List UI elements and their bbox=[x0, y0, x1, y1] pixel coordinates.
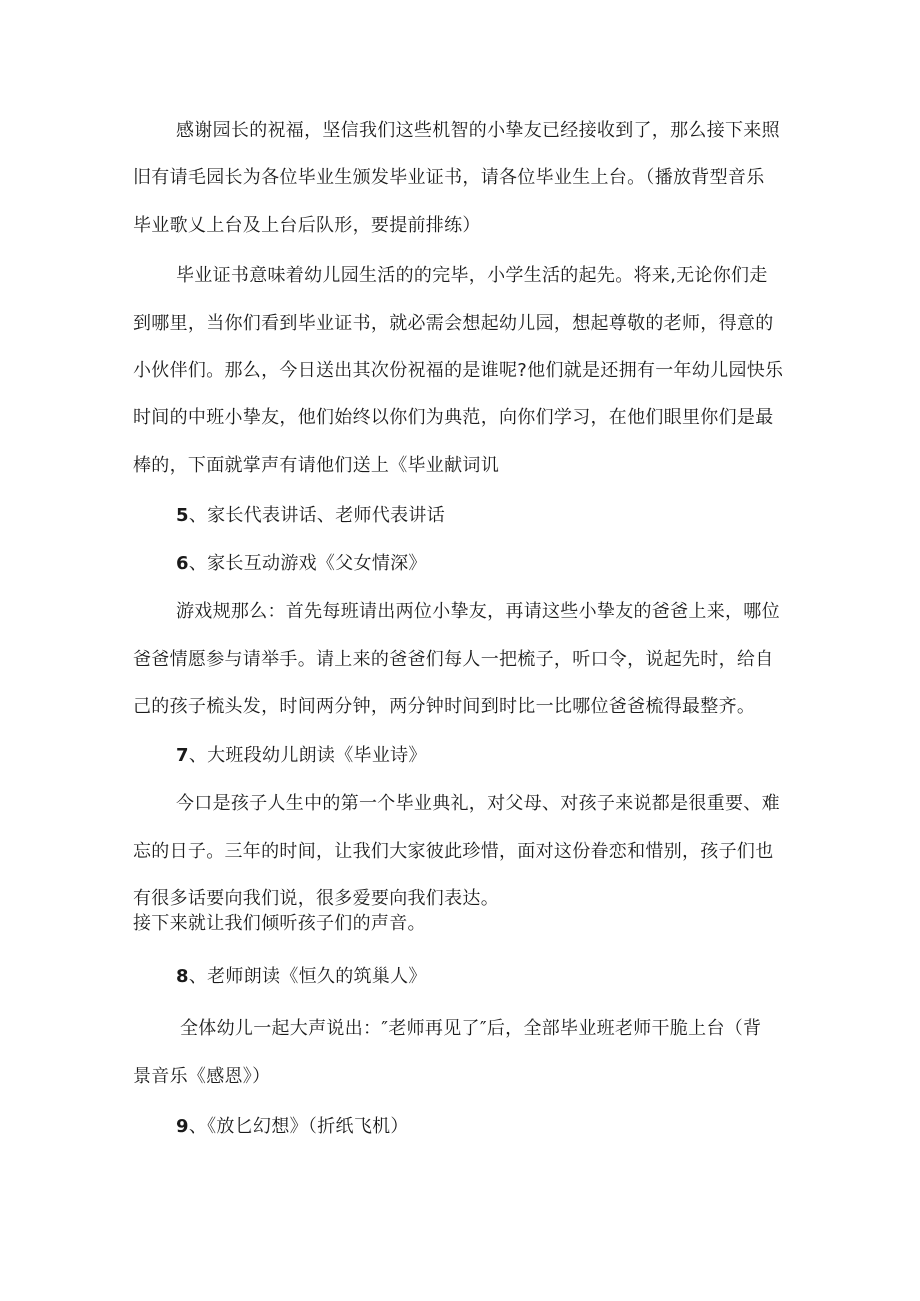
section-number: 6 bbox=[176, 553, 189, 574]
paragraph-line: 接下来就让我们倾听孩子们的声音。 bbox=[133, 913, 426, 934]
section-title: 、《放匕幻想》（折纸飞机） bbox=[188, 1116, 409, 1137]
section-heading-7 bbox=[176, 744, 427, 768]
paragraph-line: 己的孩子梳头发，时间两分钟，两分钟时间到时比一比哪位爸爸梳得最整齐。 bbox=[133, 696, 756, 717]
section-number: 5 bbox=[176, 505, 189, 526]
section-title: 、家长代表讲话、老师代表讲话 bbox=[188, 505, 446, 526]
section-title: 、老师朗读《恒久的筑巢人》 bbox=[188, 966, 427, 987]
section-heading-6 bbox=[176, 552, 427, 576]
paragraph-line: 景音乐《感恩》） bbox=[133, 1066, 271, 1087]
paragraph-line: 时间的中班小挚友，他们始终以你们为典范，向你们学习，在他们眼里你们是最 bbox=[133, 407, 774, 428]
paragraph-line: 毕业证书意味着幼儿园生活的的完毕，小学生活的起先。将来,无论你们走 bbox=[176, 265, 768, 286]
paragraph-line: 今口是孩子人生中的第一个毕业典礼，对父母、对孩子来说都是很重要、难 bbox=[176, 793, 780, 814]
paragraph-line: 小伙伴们。那么，今日送出其次份祝福的是谁呢?他们就是还拥有一年幼儿园快乐 bbox=[133, 360, 784, 381]
paragraph-line: 棒的，下面就掌声有请他们送上《毕业献词讥 bbox=[133, 455, 499, 476]
paragraph-line: 旧有请毛园长为各位毕业生颁发毕业证书，请各位毕业生上台。（播放背型音乐 bbox=[133, 167, 765, 188]
paragraph-line: 全体幼儿一起大声说出：″老师再见了″后，全部毕业班老师干脆上台（背 bbox=[180, 1018, 762, 1039]
paragraph-line: 到哪里，当你们看到毕业证书，就必需会想起幼儿园，想起尊敬的老师，得意的 bbox=[133, 313, 774, 334]
section-title: 、家长互动游戏《父女情深》 bbox=[188, 553, 427, 574]
paragraph-line: 毕业歌乂上台及上台后队形，要提前排练） bbox=[133, 215, 481, 236]
paragraph-line: 游戏规那么：首先每班请出两位小挚友，再请这些小挚友的爸爸上来，哪位 bbox=[176, 601, 780, 622]
section-title: 、大班段幼儿朗读《毕业诗》 bbox=[188, 745, 427, 766]
section-number: 9 bbox=[176, 1116, 189, 1137]
section-heading-9 bbox=[176, 1115, 409, 1139]
paragraph-line: 感谢园长的祝福，坚信我们这些机智的小挚友已经接收到了，那么接下来照 bbox=[176, 120, 780, 141]
paragraph-line: 有很多话要向我们说，很多爱要向我们表达。 bbox=[133, 888, 499, 909]
paragraph-line: 爸爸情愿参与请举手。请上来的爸爸们每人一把梳子，听口令，说起先时，给自 bbox=[133, 649, 774, 670]
paragraph-line: 忘的日子。三年的时间，让我们大家彼此珍惜，面对这份眷恋和惜别，孩子们也 bbox=[133, 841, 774, 862]
section-heading-8 bbox=[176, 965, 427, 989]
section-number: 7 bbox=[176, 745, 189, 766]
section-number: 8 bbox=[176, 966, 189, 987]
section-heading-5 bbox=[176, 504, 445, 528]
